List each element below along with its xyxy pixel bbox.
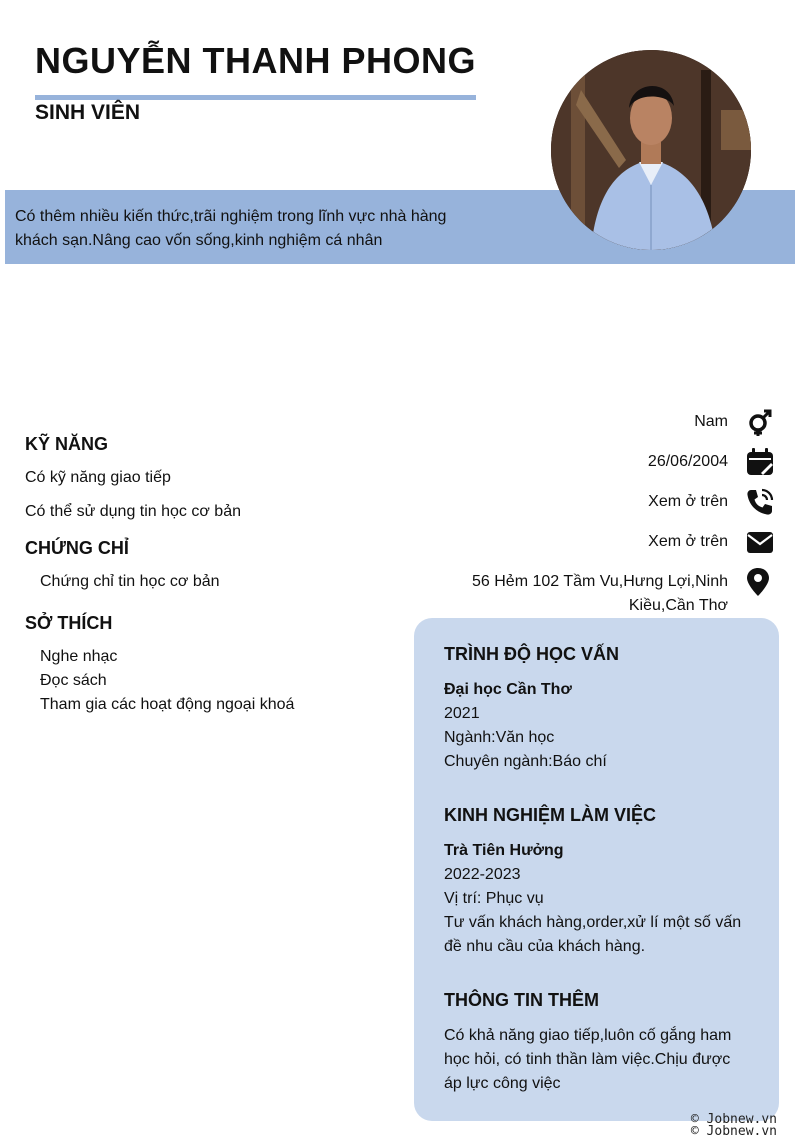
address-value: [472, 570, 728, 618]
experience-title: KINH NGHIỆM LÀM VIỆC: [444, 805, 657, 825]
hobbies-title: SỞ THÍCH: [25, 613, 113, 633]
title-underline: [35, 95, 476, 100]
objective-line: khách sạn.Nâng cao vốn sống,kinh nghiệm cá nhân: [15, 232, 383, 249]
hobby-item: Nghe nhạc: [40, 648, 118, 665]
career-objective: [15, 205, 495, 253]
certificates-title: CHỨNG CHỈ: [25, 538, 129, 558]
experience-position: Vị trí: Phục vụ: [444, 890, 544, 907]
objective-line: Có thêm nhiều kiến thức,trãi nghiệm trong lĩnh vực nhà hàng: [15, 208, 447, 225]
phone-icon: [745, 487, 775, 517]
education-school: Đại học Cần Thơ: [444, 681, 572, 698]
phone-value: Xem ở trên: [648, 493, 728, 510]
skill-item: Có thể sử dụng tin học cơ bản: [25, 503, 241, 520]
gender-icon: [745, 407, 775, 437]
candidate-name: NGUYỄN THANH PHONG: [35, 40, 477, 81]
avatar: [551, 50, 751, 250]
address-line: 56 Hẻm 102 Tầm Vu,Hưng Lợi,Ninh: [472, 573, 728, 590]
hobby-item: Tham gia các hoạt động ngoại khoá: [40, 696, 295, 713]
experience-description: đề nhu cầu của khách hàng.: [444, 938, 646, 955]
location-icon: [745, 567, 775, 597]
experience-company: Trà Tiên Hưởng: [444, 842, 564, 859]
education-specialization: Chuyên ngành:Báo chí: [444, 753, 607, 770]
email-value: Xem ở trên: [648, 533, 728, 550]
skills-title: KỸ NĂNG: [25, 434, 109, 454]
dob-value: 26/06/2004: [647, 453, 728, 470]
gender-value: Nam: [694, 413, 728, 430]
education-year: 2021: [444, 705, 480, 722]
certificate-item: Chứng chỉ tin học cơ bản: [40, 573, 220, 590]
mail-icon: [745, 527, 775, 557]
additional-info-line: áp lực công việc: [444, 1075, 561, 1092]
additional-info-line: học hỏi, có tinh thần làm việc.Chịu được: [444, 1051, 731, 1068]
watermark: © Jobnew.vn: [690, 1124, 777, 1139]
job-title: SINH VIÊN: [35, 101, 141, 124]
address-line: Kiều,Cần Thơ: [628, 597, 728, 614]
additional-info-line: Có khả năng giao tiếp,luôn cố gắng ham: [444, 1027, 732, 1044]
calendar-icon: [745, 447, 775, 477]
education-major: Ngành:Văn học: [444, 729, 555, 746]
experience-period: 2022-2023: [444, 866, 521, 883]
hobby-item: Đọc sách: [40, 672, 107, 689]
skill-item: Có kỹ năng giao tiếp: [25, 469, 171, 486]
additional-info-title: THÔNG TIN THÊM: [444, 990, 599, 1010]
watermark: © Jobnew.vn: [690, 1112, 777, 1127]
education-title: TRÌNH ĐỘ HỌC VẤN: [444, 644, 619, 664]
experience-description: Tư vấn khách hàng,order,xử lí một số vấn: [444, 914, 742, 931]
